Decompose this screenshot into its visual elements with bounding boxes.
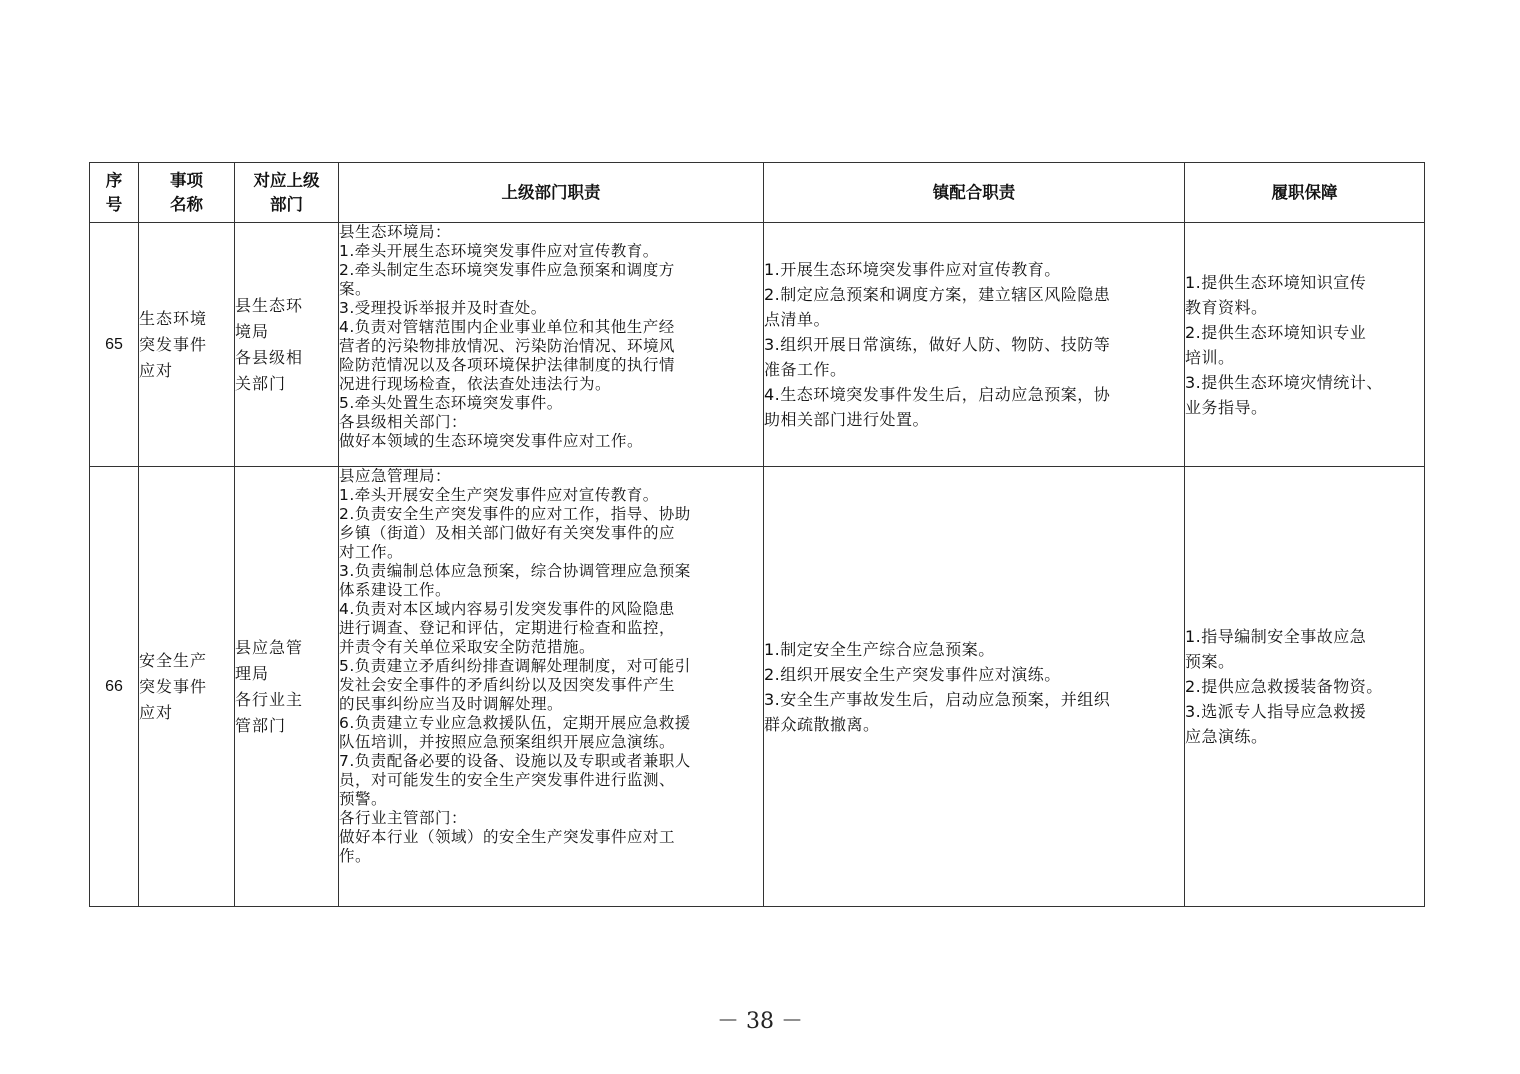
upper-duties: 县应急管理局： 1.牵头开展安全生产突发事件应对宣传教育。 2.负责安全生产突发事件的应对工作，指导、协助 乡镇（街道）及相关部门做好有关突发事件的应 对工作。 3.负责编制总体应急预案，综合协调管理应急预案 体系建设工作。 4.负责对本区域内容易引发突发事件的风险隐患 进行调查、登记和评估，定期进行检查和监控， 并责令有关单位采取安全防范措施。 5.负责建立矛盾纠纷排查调解处理制度，对可能引 发社会安全事件的矛盾纠纷以及因突发事件产生 的民事纠纷应当及时调解处理。 6.负责建立专业应急救援队伍，定期开展应急救援 队伍培训，并按照应急预案组织开展应急演练。 7.负责配备必要的设备、设施以及专职或者兼职人 员，对可能发生的安全生产突发事件进行监测、 预警。 各行业主管部门： 做好本行业（领域）的安全生产突发事件应对工 作。 bbox=[339, 467, 764, 907]
item-name: 安全生产 突发事件 应对 bbox=[139, 467, 235, 907]
header-item-name: 事项 名称 bbox=[139, 163, 235, 223]
guarantee: 1.指导编制安全事故应急 预案。 2.提供应急救援装备物资。 3.选派专人指导应急救援 应急演练。 bbox=[1185, 467, 1425, 907]
page-number: － 38 － bbox=[717, 1009, 803, 1034]
item-name: 生态环境 突发事件 应对 bbox=[139, 223, 235, 467]
header-num: 序 号 bbox=[90, 163, 139, 223]
town-duties: 1.开展生态环境突发事件应对宣传教育。 2.制定应急预案和调度方案，建立辖区风险隐患 点清单。 3.组织开展日常演练，做好人防、物防、技防等 准备工作。 4.生态环境突发事件发生后，启动应急预案，协 助相关部门进行处置。 bbox=[764, 223, 1185, 467]
header-town-duties: 镇配合职责 bbox=[764, 163, 1185, 223]
upper-dept: 县生态环 境局 各县级相 关部门 bbox=[235, 223, 339, 467]
upper-duties: 县生态环境局： 1.牵头开展生态环境突发事件应对宣传教育。 2.牵头制定生态环境突发事件应急预案和调度方 案。 3.受理投诉举报并及时查处。 4.负责对管辖范围内企业事业单位和其他生产经 营者的污染物排放情况、污染防治情况、环境风 险防范情况以及各项环境保护法律制度的执行情 况进行现场检查，依法查处违法行为。 5.牵头处置生态环境突发事件。 各县级相关部门： 做好本领域的生态环境突发事件应对工作。 bbox=[339, 223, 764, 467]
row-number: 66 bbox=[90, 467, 139, 907]
header-upper-duties: 上级部门职责 bbox=[339, 163, 764, 223]
upper-dept: 县应急管 理局 各行业主 管部门 bbox=[235, 467, 339, 907]
header-row bbox=[90, 163, 1425, 223]
header-upper-dept: 对应上级 部门 bbox=[235, 163, 339, 223]
town-duties: 1.制定安全生产综合应急预案。 2.组织开展安全生产突发事件应对演练。 3.安全生产事故发生后，启动应急预案，并组织 群众疏散撤离。 bbox=[764, 467, 1185, 907]
table-row bbox=[90, 467, 1425, 907]
row-number: 65 bbox=[90, 223, 139, 467]
guarantee: 1.提供生态环境知识宣传 教育资料。 2.提供生态环境知识专业 培训。 3.提供生态环境灾情统计、 业务指导。 bbox=[1185, 223, 1425, 467]
table-row bbox=[90, 223, 1425, 467]
duty-table bbox=[89, 162, 1425, 907]
header-guarantee: 履职保障 bbox=[1185, 163, 1425, 223]
